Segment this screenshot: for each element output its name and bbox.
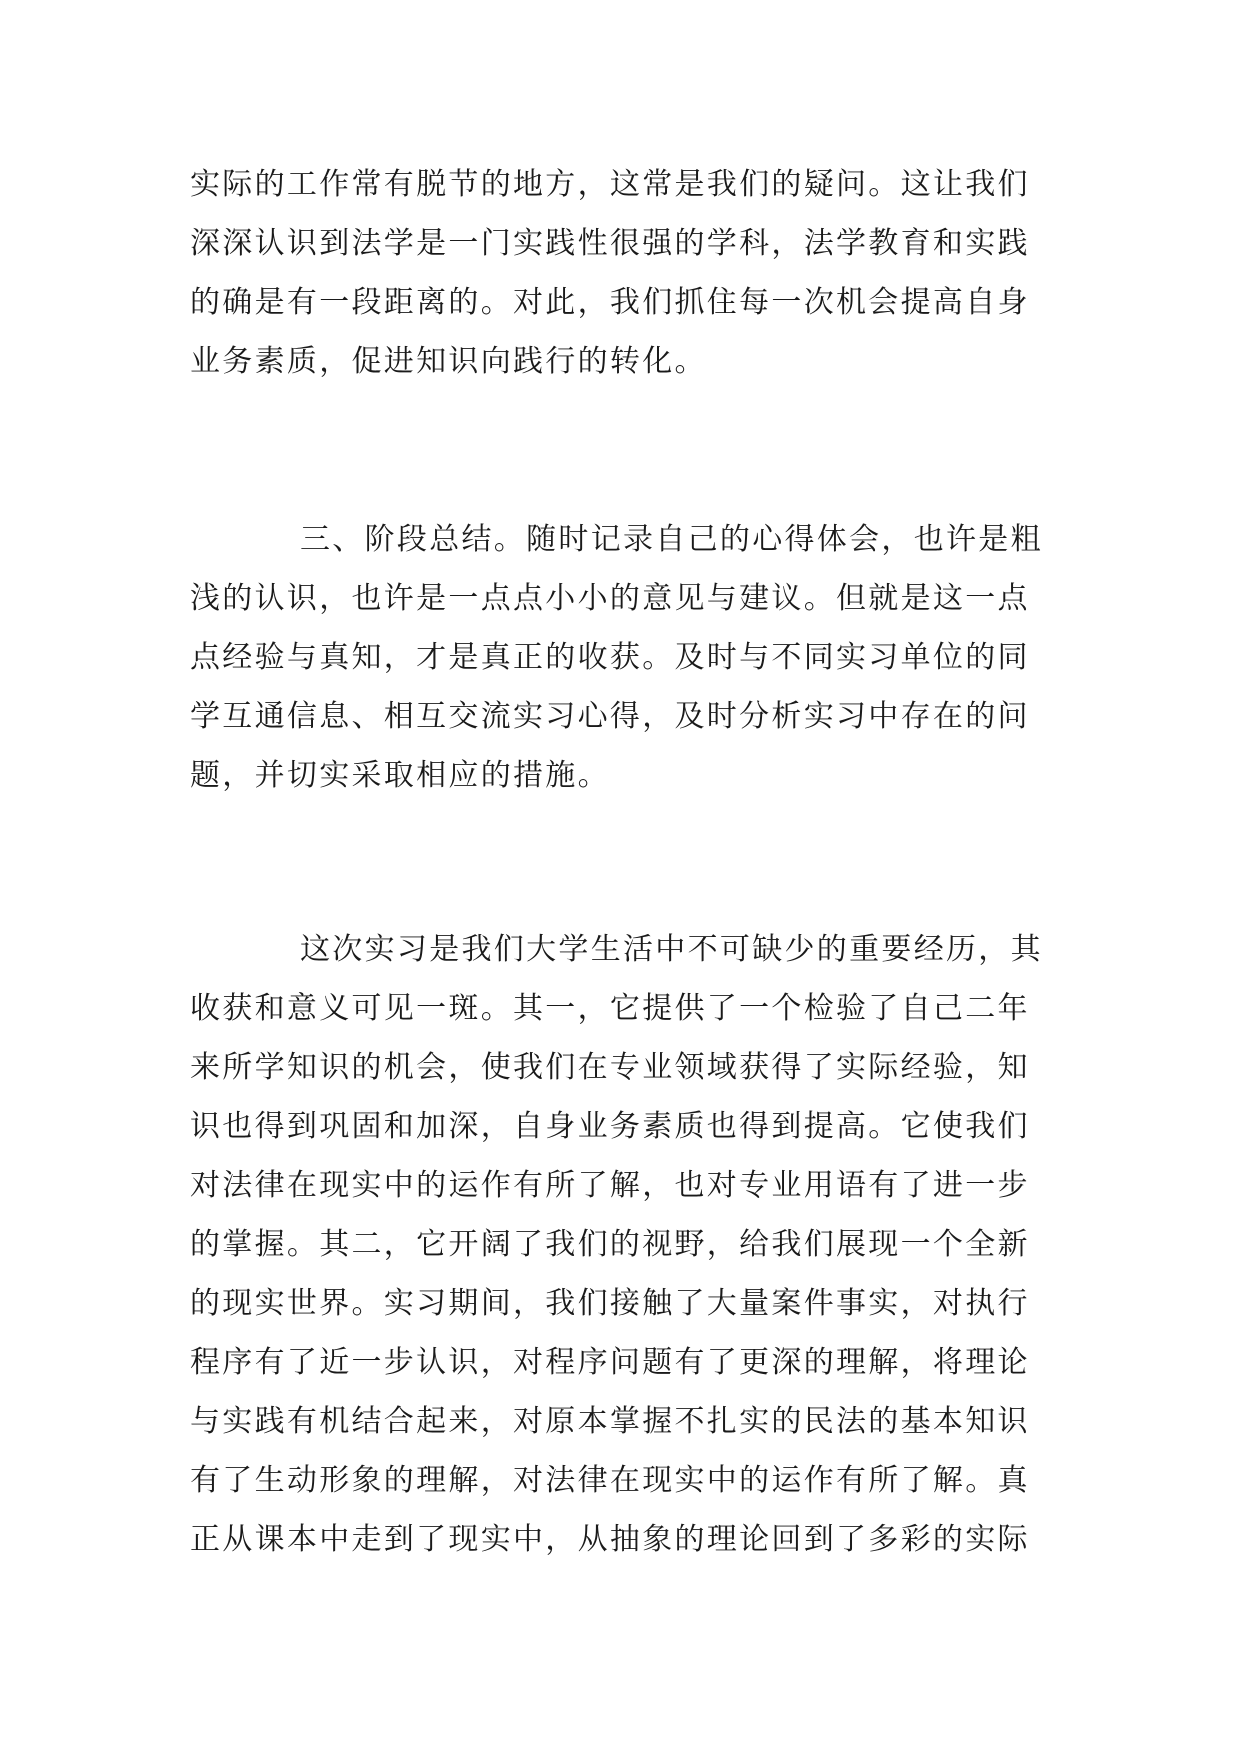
paragraph-line: 点经验与真知，才是真正的收获。及时与不同实习单位的同 bbox=[190, 640, 1030, 675]
paragraph-line: 深深认识到法学是一门实践性很强的学科，法学教育和实践 bbox=[190, 226, 1030, 261]
paragraph-line: 识也得到巩固和加深，自身业务素质也得到提高。它使我们 bbox=[190, 1109, 1030, 1144]
paragraph-line: 的确是有一段距离的。对此，我们抓住每一次机会提高自身 bbox=[190, 285, 1030, 320]
paragraph-line: 业务素质，促进知识向践行的转化。 bbox=[190, 344, 707, 379]
paragraph-line: 有了生动形象的理解，对法律在现实中的运作有所了解。真 bbox=[190, 1463, 1030, 1498]
paragraph-line: 收获和意义可见一斑。其一，它提供了一个检验了自己二年 bbox=[190, 991, 1030, 1026]
paragraph-internship-significance bbox=[190, 920, 1047, 1569]
paragraph-line: 与实践有机结合起来，对原本掌握不扎实的民法的基本知识 bbox=[190, 1404, 1030, 1439]
paragraph-line: 这次实习是我们大学生活中不可缺少的重要经历，其 bbox=[300, 932, 1043, 967]
paragraph-line: 三、阶段总结。随时记录自己的心得体会，也许是粗 bbox=[300, 522, 1043, 557]
paragraph-practice-gap bbox=[190, 155, 1047, 391]
paragraph-line: 的现实世界。实习期间，我们接触了大量案件事实，对执行 bbox=[190, 1286, 1030, 1321]
paragraph-line: 浅的认识，也许是一点点小小的意见与建议。但就是这一点 bbox=[190, 581, 1030, 616]
paragraph-line: 程序有了近一步认识，对程序问题有了更深的理解，将理论 bbox=[190, 1345, 1030, 1380]
paragraph-line: 学互通信息、相互交流实习心得，及时分析实习中存在的问 bbox=[190, 699, 1030, 734]
paragraph-line: 实际的工作常有脱节的地方，这常是我们的疑问。这让我们 bbox=[190, 167, 1030, 202]
paragraph-line: 对法律在现实中的运作有所了解，也对专业用语有了进一步 bbox=[190, 1168, 1030, 1203]
paragraph-line: 来所学知识的机会，使我们在专业领域获得了实际经验，知 bbox=[190, 1050, 1030, 1085]
paragraph-line: 的掌握。其二，它开阔了我们的视野，给我们展现一个全新 bbox=[190, 1227, 1030, 1262]
paragraph-line: 正从课本中走到了现实中，从抽象的理论回到了多彩的实际 bbox=[190, 1522, 1030, 1557]
paragraph-stage-summary bbox=[190, 510, 1047, 805]
paragraph-line: 题，并切实采取相应的措施。 bbox=[190, 758, 610, 793]
